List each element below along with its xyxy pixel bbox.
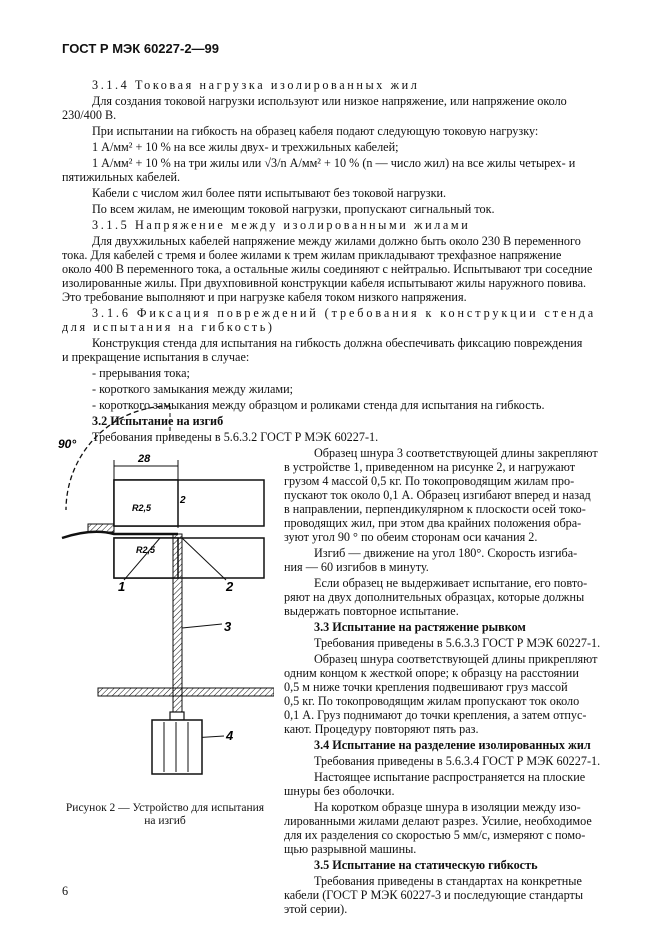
paragraph-line: ряют на двух дополнительных образцах, которые должны xyxy=(284,590,585,604)
paragraph-line: Требования приведены в 5.6.3.2 ГОСТ Р МЭК 60227-1. xyxy=(92,430,379,444)
section-3-5-heading: 3.5 Испытание на статическую гибкость xyxy=(314,858,538,872)
list-item: - короткого замыкания между жилами; xyxy=(92,382,293,396)
paragraph-line: этой серии). xyxy=(284,902,348,916)
paragraph-line: Изгиб — движение на угол 180°. Скорость изгиба- xyxy=(314,546,578,560)
paragraph-line: 1 А/мм² + 10 % на три жилы или √3/n А/мм² + 10 % (n — число жил) на все жилы четырех- и xyxy=(92,156,576,170)
paragraph-line: грузом 4 массой 0,5 кг. По токопроводящим жилам про- xyxy=(284,474,575,488)
section-3-1-6-heading-cont: для испытания на гибкость) xyxy=(62,320,275,334)
paragraph-line: пятижильных кабелей. xyxy=(62,170,181,184)
section-3-1-4-heading: 3.1.4 Токовая нагрузка изолированных жил xyxy=(92,78,420,92)
figure-caption: Рисунок 2 — Устройство для испытания на изгиб xyxy=(65,802,265,827)
callout-1: 1 xyxy=(118,579,126,594)
paragraph-line: Настоящее испытание распространяется на плоские xyxy=(314,770,586,784)
paragraph-line: кают. Процедуру повторяют пять раз. xyxy=(284,722,479,736)
bench-plate xyxy=(98,688,274,696)
callout-4: 4 xyxy=(226,728,234,743)
callout-2: 2 xyxy=(226,579,234,594)
paragraph-line: 0,1 А. Груз поднимают до точки крепления, а затем отпус- xyxy=(284,708,587,722)
paragraph-line: шнуры без оболочки. xyxy=(284,784,395,798)
paragraph-line: Кабели с числом жил более пяти испытывают без токовой нагрузки. xyxy=(92,186,447,200)
radius-label-upper: R2,5 xyxy=(132,503,152,513)
section-3-1-6-heading: 3.1.6 Фиксация повреждений (требования к конструкции стенда xyxy=(92,306,597,320)
section-3-4-heading: 3.4 Испытание на разделение изолированных жил xyxy=(314,738,591,752)
paragraph-line: в устройстве 1, приведенном на рисунке 2, и нагружают xyxy=(284,460,576,474)
list-item: - прерывания тока; xyxy=(92,366,190,380)
bending-test-device-figure xyxy=(52,388,274,778)
section-3-2-heading: 3.2 Испытание на изгиб xyxy=(92,414,224,428)
paragraph-line: Требования приведены в стандартах на конкретные xyxy=(314,874,582,888)
paragraph-line: По всем жилам, не имеющим токовой нагрузки, пропускают сигнальный ток. xyxy=(92,202,495,216)
paragraph-line: 0,5 кг. По токопроводящим жилам пропускают ток около xyxy=(284,694,580,708)
gap-label: 2 xyxy=(180,495,186,506)
paragraph-line: 230/400 В. xyxy=(62,108,117,122)
paragraph-line: для их разделения со скоростью 5 мм/с, измеряют с помо- xyxy=(284,828,586,842)
paragraph-line: При испытании на гибкость на образец кабеля подают следующую токовую нагрузку: xyxy=(92,124,539,138)
page-number: 6 xyxy=(62,884,69,898)
paragraph-line: Образец шнура 3 соответствующей длины закрепляют xyxy=(314,446,598,460)
paragraph-line: Требования приведены в 5.6.3.4 ГОСТ Р МЭК 60227-1. xyxy=(314,754,601,768)
section-3-1-5-heading: 3.1.5 Напряжение между изолированными жилами xyxy=(92,218,471,232)
paragraph-line: изолированные жилы. При двухповивной конструкции кабеля испытывают жилы наружного повива. xyxy=(62,276,587,290)
paragraph-line: выдержать повторное испытание. xyxy=(284,604,459,618)
paragraph-line: проводящих жил, при этом два крайних положения обра- xyxy=(284,516,582,530)
page-header: ГОСТ Р МЭК 60227-2—99 xyxy=(62,41,220,56)
angle-label: 90° xyxy=(58,437,77,451)
paragraph-line: и прекращение испытания в случае: xyxy=(62,350,250,364)
cable-sample xyxy=(173,534,182,714)
paragraph-line: Для двухжильных кабелей напряжение между жилами должно быть около 230 В переменного xyxy=(92,234,581,248)
paragraph-line: Если образец не выдерживает испытание, его повто- xyxy=(314,576,588,590)
paragraph-line: ния — 60 изгибов в минуту. xyxy=(284,560,429,574)
radius-label-lower: R2,5 xyxy=(136,545,156,555)
paragraph-line: в направлении, перпендикулярном к плоскости осей токо- xyxy=(284,502,586,516)
paragraph-line: Конструкция стенда для испытания на гибкость должна обеспечивать фиксацию повреждения xyxy=(92,336,583,350)
paragraph-line: Требования приведены в 5.6.3.3 ГОСТ Р МЭК 60227-1. xyxy=(314,636,601,650)
weight xyxy=(152,720,202,774)
paragraph-line: пускают ток около 0,1 А. Образец изгибают вперед и назад xyxy=(284,488,591,502)
paragraph-line: 0,5 м ниже точки крепления подвешивают груз массой xyxy=(284,680,568,694)
paragraph-line: 1 А/мм² + 10 % на все жилы двух- и трехжильных кабелей; xyxy=(92,140,399,154)
section-3-3-heading: 3.3 Испытание на растяжение рывком xyxy=(314,620,526,634)
dim-label: 28 xyxy=(138,453,151,465)
paragraph-line: Образец шнура соответствующей длины прикрепляют xyxy=(314,652,598,666)
list-item: - короткого замыкания между образцом и роликами стенда для испытания на гибкость. xyxy=(92,398,545,412)
paragraph-line: зуют угол 90 ° по обеим сторонам оси качания 2. xyxy=(284,530,538,544)
paragraph-line: тока. Для кабелей с тремя и более жилами к трем жилам прикладывают трехфазное напряжение xyxy=(62,248,562,262)
paragraph-line: Для создания токовой нагрузки используют или низкое напряжение, или напряжение около xyxy=(92,94,567,108)
paragraph-line: лированными жилами делают разрез. Усилие, необходимое xyxy=(284,814,592,828)
paragraph-line: около 400 В переменного тока, а остальные жилы соединяют с нейтралью. Испытывают три соседние xyxy=(62,262,593,276)
paragraph-line: Это требование выполняют и при нагрузке кабеля током низкого напряжения. xyxy=(62,290,467,304)
callout-3: 3 xyxy=(224,619,232,634)
paragraph-line: На коротком образце шнура в изоляции между изо- xyxy=(314,800,581,814)
paragraph-line: кабели (ГОСТ Р МЭК 60227-3 и последующие стандарты xyxy=(284,888,584,902)
paragraph-line: щью разрывной машины. xyxy=(284,842,417,856)
paragraph-line: одним концом к жесткой опоре; к образцу на расстоянии xyxy=(284,666,579,680)
